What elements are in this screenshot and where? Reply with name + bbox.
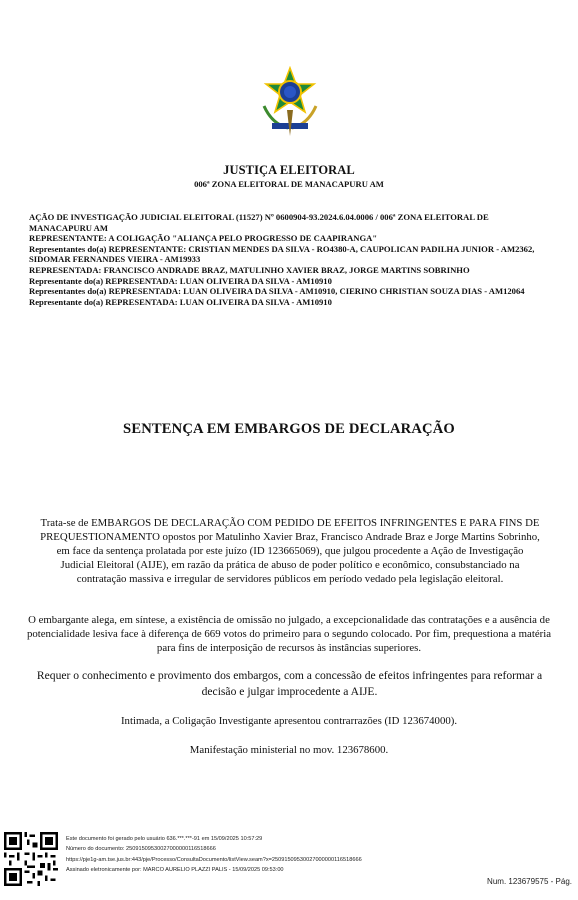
page-number: Num. 123679575 - Pág. (487, 877, 572, 886)
document-footer (66, 834, 486, 876)
document-title: SENTENÇA EM EMBARGOS DE DECLARAÇÃO (123, 421, 455, 437)
paragraph-5: Manifestação ministerial no mov. 123678600. (189, 744, 389, 756)
case-header (29, 212, 549, 307)
defendant-lawyer-3: Representante do(a) REPRESENTADA: LUAN OLIVEIRA DA SILVA - AM10910 (29, 296, 332, 307)
plaintiff-lawyers: Representantes do(a) REPRESENTANTE: CRISTIAN MENDES DA SILVA - RO4380-A, CAUPOLICAN PADILHA JUNIOR - AM2362, SIDOMAR FERNANDES VIEIRA - AM19933 (29, 243, 535, 265)
document-number: Número do documento: 25091509530027000000116518666 (66, 846, 216, 853)
electoral-zone: 006ª ZONA ELEITORAL DE MANACAPURU AM (194, 179, 384, 189)
electronic-signature: Assinado eletronicamente por: MARCO AURELIO PLAZZI PALIS - 15/09/2025 09:53:00 (66, 867, 284, 874)
qr-code-icon[interactable] (4, 832, 58, 886)
generated-by: Este documento foi gerado pelo usuário 636.***.***-91 em 15/09/2025 10:57:29 (66, 836, 263, 842)
paragraph-3: Requer o conhecimento e provimento dos embargos, com a concessão de efeitos infringentes para reformar a decisão e julgar improcedente a AIJE. (36, 669, 543, 698)
paragraph-1: Trata-se de EMBARGOS DE DECLARAÇÃO COM PEDIDO DE EFEITOS INFRINGENTES E PARA FINS DE PREQUESTIONAMENTO opostos por Matulinho Xavier Braz, Francisco Andrade Braz e Jorge Martins Sobrinho, em face da sentença prolatada por este juízo (ID 123665069), que julgou procedente a Ação de Investigação Judicial Eleitoral (AIJE), em razão da prática de abuso de poder político e econômico, consubstanciado na contratação massiva e irregular de servidores públicos em período vedado pela legislação eleitoral. (40, 517, 540, 585)
paragraph-4: Intimada, a Coligação Investigante apresentou contrarrazões (ID 123674000). (120, 715, 458, 727)
verification-link[interactable]: https://pje1g-am.tse.jus.br:443/pje/Processo/ConsultaDocumento/listView.seam?x=25091509530027000000116518666 (66, 856, 362, 863)
case-title: AÇÃO DE INVESTIGAÇÃO JUDICIAL ELEITORAL (11527) Nº 0600904-93.2024.6.04.0006 / 006ª ZONA ELEITORAL DE MANACAPURU AM (29, 212, 489, 233)
paragraph-2: O embargante alega, em síntese, a existência de omissão no julgado, a excepcionalidade das contratações e a ausência de potencialidade lesiva face à diferença de 669 votos do primeiro para o segundo colocado. Por fim, prequestiona a matéria para fins de interposição de recursos às instâncias superiores. (26, 614, 552, 654)
defendant-lawyers-2: Representantes do(a) REPRESENTADA: LUAN OLIVEIRA DA SILVA - AM10910, CIERINO CHRISTIAN SOUZA DIAS - AM12064 (29, 286, 525, 297)
coat-of-arms-icon (258, 66, 322, 138)
defendants: REPRESENTADA: FRANCISCO ANDRADE BRAZ, MATULINHO XAVIER BRAZ, JORGE MARTINS SOBRINHO (29, 264, 470, 275)
court-name: JUSTIÇA ELEITORAL (223, 163, 355, 177)
plaintiff: REPRESENTANTE: A COLIGAÇÃO "ALIANÇA PELO PROGRESSO DE CAAPIRANGA" (29, 233, 378, 244)
defendant-lawyer-1: Representante do(a) REPRESENTADA: LUAN OLIVEIRA DA SILVA - AM10910 (29, 275, 332, 286)
